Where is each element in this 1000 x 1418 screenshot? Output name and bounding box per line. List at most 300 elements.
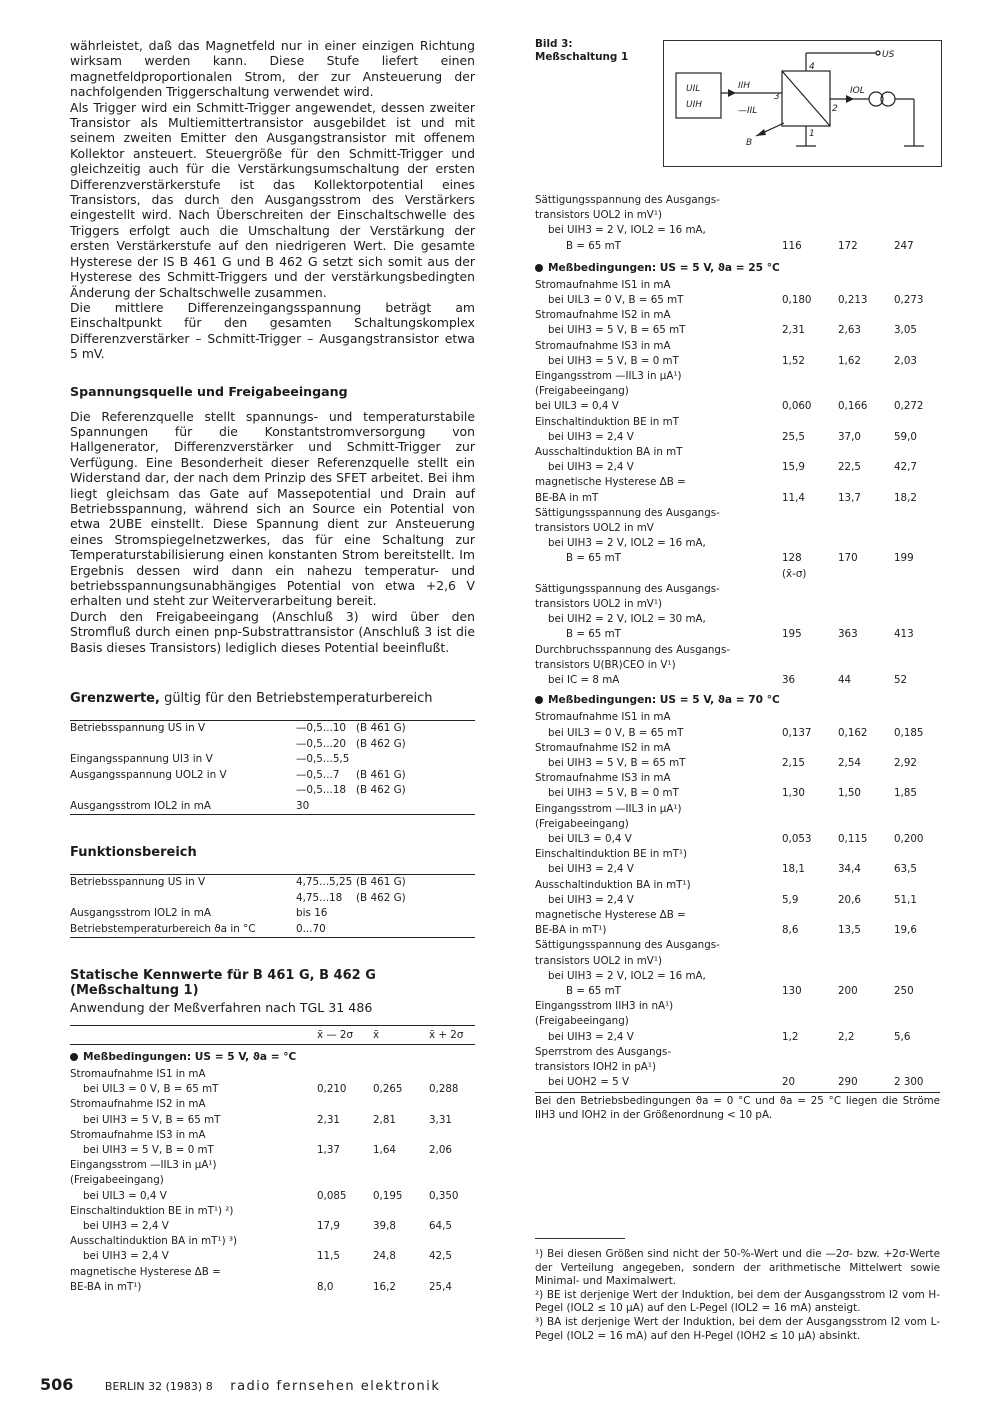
item-value [782, 817, 838, 832]
bullet-icon [70, 1053, 78, 1061]
item-value [894, 969, 940, 984]
list-item [535, 369, 940, 384]
item-value: 2,31 [317, 1113, 340, 1126]
list-item [70, 1249, 475, 1264]
item-value [782, 308, 838, 323]
item-value: 63,5 [894, 863, 917, 876]
table-row [70, 783, 475, 799]
item-value [894, 1014, 940, 1029]
list-item [535, 223, 940, 238]
item-value: 3,05 [894, 324, 917, 337]
item-value: 2,2 [838, 1030, 855, 1043]
saturation-block [535, 193, 940, 254]
list-item [70, 1234, 475, 1249]
item-value: 0,085 [317, 1189, 347, 1202]
grenzwerte-title: Grenzwerte, gültig für den Betriebstemperaturbereich [70, 691, 433, 707]
item-value [894, 817, 940, 832]
list-item [70, 1143, 475, 1158]
item-value [838, 308, 894, 323]
block-25c [535, 278, 940, 688]
item-label: Stromaufnahme IS1 in mA [70, 1068, 206, 1081]
item-value: 13,7 [838, 491, 861, 504]
list-item [535, 475, 940, 490]
list-item [535, 1075, 940, 1090]
table-row [70, 875, 475, 891]
kennwerte-title: Statische Kennwerte für B 461 G, B 462 G (Meßschaltung 1) [70, 968, 376, 999]
kennwerte-section [70, 968, 475, 1295]
item-value: 0,213 [838, 294, 868, 307]
item-value: 2,54 [838, 756, 861, 769]
table-cell [356, 799, 475, 815]
item-value [782, 536, 838, 551]
item-value: 20 [782, 1076, 796, 1089]
table-row [70, 737, 475, 753]
item-label: bei UIH3 = 5 V, B = 0 mT [548, 787, 679, 800]
item-value [838, 597, 894, 612]
item-label: magnetische Hysterese ΔB = [535, 476, 686, 489]
paragraph: Die Referenzquelle stellt spannungs- und temperaturstabile Spannungen für die Konstantstromversorgung von Hallgenerator, Differenzverstärker und Schmitt-Trigger zur Verfügung. Eine Besonderheit dieser Referenzquelle stellt ein Widerstand dar, der nach dem Prinzip des SFET arbeitet. Bei ihm liegt gleichsam das Gate auf Massepotential und Drain auf Betriebsspannung, während sich an Source ein Potential von etwa 2UBE einstellt. Diese Spannung dient zur Ansteuerung eines Stromspiegelnetzwerkes, das für eine Schaltung zur Temperaturstabilisierung einen konstanten Strom bereitstellt. Im Ergebnis dessen wird dann ein nahezu temperatur- und betriebsspannungsunabhängiges Potential von etwa +2,6 V erhalten und steht zur Weiterverarbeitung bereit. [70, 408, 475, 609]
item-label: bei UIL3 = 0,4 V [535, 400, 619, 413]
item-value [317, 1265, 373, 1280]
item-value [838, 369, 894, 384]
funktionsbereich-section [70, 845, 475, 938]
item-label: Sättigungsspannung des Ausgangs- [535, 939, 720, 952]
item-value [838, 384, 894, 399]
item-label: Stromaufnahme IS2 in mA [535, 741, 671, 754]
item-value [894, 582, 940, 597]
paragraph: währleistet, daß das Magnetfeld nur in einer einzigen Richtung wirksam werden kann. Diese Stufe liefert einen magnetfeldproportionalen Strom, der zur Ansteuerung der nachfolgenden Triggerschaltung verwendet wird. [70, 38, 475, 100]
item-value [838, 643, 894, 658]
item-value: 18,1 [782, 863, 805, 876]
item-value [894, 597, 940, 612]
item-value [894, 908, 940, 923]
table-cell [70, 783, 296, 799]
item-value [894, 643, 940, 658]
item-value [782, 771, 838, 786]
page-number: 506 [40, 1375, 74, 1394]
item-value: 130 [782, 984, 802, 997]
list-item [535, 710, 940, 725]
item-label: bei UIH3 = 5 V, B = 65 mT [548, 324, 686, 337]
item-value [782, 582, 838, 597]
item-value [317, 1234, 373, 1249]
paragraph: Als Trigger wird ein Schmitt-Trigger angewendet, dessen zweiter Transistor als Multiemittertransistor ausgebildet ist und mit seinem zweiten Emitter den Ausgangstransistor mit offenem Kollektor ansteuert. Steuergröße für den Schmitt-Trigger und gleichzeitig auch für die Verstärkungsumschaltung der ersten Differenzverstärkerstufe ist das Kollektorpotential eines Transistors, das durch den Ausgangsstrom des Verstärkers eingestellt wird. Nach Überschreiten der Einschaltschwelle des Triggers erfolgt auch die Umschaltung der Verstärkung der ersten Verstärkerstufe auf den niedrigeren Wert. Die gesamte Hysterese der IS B 461 G und B 462 G setzt sich somit aus der Hysterese des Schmitt-Triggers und der verstärkungsbedingten Änderung der Schaltschwelle zusammen. [70, 99, 475, 300]
table-cell [70, 737, 296, 753]
item-label: Eingangsstrom —IIL3 in µA¹) [535, 802, 682, 815]
table-cell: Betriebstemperaturbereich ϑa in °C [70, 922, 256, 935]
item-value: 1,2 [782, 1030, 799, 1043]
list-item [535, 536, 940, 551]
list-item [535, 954, 940, 969]
item-value: 18,2 [894, 491, 917, 504]
item-label: Durchbruchsspannung des Ausgangs- [535, 643, 731, 656]
item-label: transistors U(BR)CEO in V¹) [535, 658, 676, 671]
list-item [70, 1113, 475, 1128]
item-value [838, 1014, 894, 1029]
item-value: 2,31 [782, 324, 805, 337]
item-value: 19,6 [894, 924, 917, 937]
item-value: 2 300 [894, 1076, 924, 1089]
item-label: bei UIH3 = 2 V, IOL2 = 16 mA, [548, 969, 706, 982]
item-value: 0,273 [894, 294, 924, 307]
table-row [70, 752, 475, 768]
item-value [429, 1128, 475, 1143]
item-label: bei UIH3 = 2,4 V [548, 893, 634, 906]
list-item [535, 627, 940, 642]
item-value: 1,30 [782, 787, 805, 800]
item-label: Stromaufnahme IS3 in mA [535, 339, 671, 352]
item-value: 37,0 [838, 430, 861, 443]
journal-name: radio fernsehen elektronik [230, 1379, 441, 1394]
list-item [535, 969, 940, 984]
item-value: 36 [782, 674, 796, 687]
item-value [894, 658, 940, 673]
list-item [535, 445, 940, 460]
item-value [782, 908, 838, 923]
table-cell: —0,5...10 [296, 722, 347, 735]
item-value [317, 1204, 373, 1219]
table-cell: (B 462 G) [356, 784, 406, 797]
table-cell: 4,75...18 [296, 891, 343, 904]
item-value: 247 [894, 239, 914, 252]
list-item [535, 567, 940, 582]
footnote-divider [535, 1238, 625, 1239]
table-cell: —0,5...7 [296, 768, 340, 781]
item-value [894, 475, 940, 490]
item-label: Eingangsstrom —IIL3 in µA¹) [70, 1159, 217, 1172]
list-item [535, 1030, 940, 1045]
item-value: 3,31 [429, 1113, 452, 1126]
list-item [535, 908, 940, 923]
item-value: 290 [838, 1076, 858, 1089]
item-value [782, 475, 838, 490]
condition-70: Meßbedingungen: US = 5 V, ϑa = 70 °C [535, 694, 940, 706]
item-value: 0,137 [782, 726, 812, 739]
item-value: 64,5 [429, 1220, 452, 1233]
list-item [535, 893, 940, 908]
list-item [535, 491, 940, 506]
list-item [70, 1189, 475, 1204]
circuit-svg [664, 41, 941, 166]
item-value: 1,85 [894, 787, 917, 800]
item-value: 20,6 [838, 893, 861, 906]
iil-label: —IIL [738, 106, 758, 116]
item-value [782, 847, 838, 862]
item-label: B = 65 mT [566, 984, 621, 997]
paragraph: Durch den Freigabeeingang (Anschluß 3) wird über den Stromfluß durch einen pnp-Substrattransistor (Anschluß 3 ist die Basis dieses Transistors) lediglich dieses Potential beeinflußt. [70, 608, 475, 655]
item-value [317, 1097, 373, 1112]
list-item [535, 399, 940, 414]
item-value: 2,03 [894, 354, 917, 367]
item-value [838, 567, 894, 582]
item-value [782, 506, 838, 521]
item-value: 0,200 [894, 832, 924, 845]
grenzwerte-section [70, 691, 475, 815]
item-label: magnetische Hysterese ΔB = [535, 908, 686, 921]
item-value: 0,272 [894, 400, 924, 413]
item-label: bei UIH3 = 2 V, IOL2 = 16 mA, [548, 224, 706, 237]
item-value: 128 [782, 552, 802, 565]
list-item [535, 339, 940, 354]
item-label: Sättigungsspannung des Ausgangs- [535, 506, 720, 519]
pin2-label: 2 [832, 104, 838, 114]
item-value [838, 445, 894, 460]
item-label: bei UIH3 = 2,4 V [83, 1250, 169, 1263]
item-value: 52 [894, 674, 908, 687]
item-label: Einschaltinduktion BE in mT [535, 415, 679, 428]
item-value [894, 710, 940, 725]
item-value [373, 1204, 429, 1219]
list-item [535, 354, 940, 369]
footnote: ¹) Bei diesen Größen sind nicht der 50-%-Wert und die —2σ- bzw. +2σ-Werte der Verteilung angegeben, sondern der arithmetische Mittelwert sowie Minimal- und Maximalwert. [535, 1248, 940, 1288]
list-item [535, 658, 940, 673]
item-label: bei UIH3 = 5 V, B = 65 mT [548, 756, 686, 769]
list-item [535, 582, 940, 597]
item-label [535, 567, 782, 582]
item-value [894, 567, 940, 582]
item-value [838, 1060, 894, 1075]
uih-label: UIH [686, 100, 703, 110]
item-value [317, 1128, 373, 1143]
item-value [838, 1045, 894, 1060]
intro-text [70, 38, 475, 362]
measurement-condition: Meßbedingungen: US = 5 V, ϑa = °C [70, 1051, 475, 1063]
item-value [894, 1045, 940, 1060]
item-label: transistors IOH2 in pA¹) [535, 1060, 656, 1073]
item-value: 0,060 [782, 400, 812, 413]
item-value [782, 597, 838, 612]
table-cell: —0,5...20 [296, 737, 347, 750]
item-label: Stromaufnahme IS1 in mA [535, 278, 671, 291]
item-value [782, 612, 838, 627]
item-value: 200 [838, 984, 858, 997]
item-value: 8,6 [782, 924, 799, 937]
list-item [535, 415, 940, 430]
table-cell [356, 752, 475, 768]
list-item [535, 817, 940, 832]
item-value [838, 847, 894, 862]
list-item [535, 878, 940, 893]
item-label: transistors UOL2 in mV [535, 522, 654, 535]
item-value [782, 954, 838, 969]
list-item [535, 597, 940, 612]
iol-label: IOL [850, 86, 865, 96]
table-cell: Betriebsspannung US in V [70, 876, 206, 889]
item-value: 34,4 [838, 863, 861, 876]
item-value [373, 1067, 429, 1082]
item-value [838, 582, 894, 597]
issue-info: BERLIN 32 (1983) 8 [104, 1380, 213, 1393]
item-value: 51,1 [894, 893, 917, 906]
pin1-label: 1 [809, 129, 815, 139]
item-label: bei UIH3 = 5 V, B = 0 mT [83, 1144, 214, 1157]
table-cell: Ausgangsstrom IOL2 in mA [70, 907, 211, 920]
item-value [894, 1060, 940, 1075]
item-label: Stromaufnahme IS3 in mA [70, 1128, 206, 1141]
list-item [535, 984, 940, 999]
item-value: 0,053 [782, 832, 812, 845]
item-label: bei IC = 8 mA [548, 674, 620, 687]
list-item [535, 1045, 940, 1060]
table-row [70, 721, 475, 737]
item-value [782, 415, 838, 430]
table-cell: 30 [296, 799, 310, 812]
list-item [535, 1014, 940, 1029]
table-cell: 0...70 [296, 922, 326, 935]
list-item [535, 786, 940, 801]
item-value [782, 741, 838, 756]
item-value [894, 445, 940, 460]
item-label: bei UIL3 = 0 V, B = 65 mT [548, 726, 684, 739]
table-cell: —0,5...18 [296, 784, 347, 797]
bullet-icon [535, 264, 543, 272]
item-label: B = 65 mT [566, 552, 621, 565]
item-value [894, 938, 940, 953]
footnote: ³) BA ist derjenige Wert der Induktion, bei dem der Ausgangsstrom I2 vom L-Pegel (IOL2 = 16 mA) auf den H-Pegel (IOH2 ≤ 10 µA) absinkt. [535, 1315, 940, 1342]
item-value: 13,5 [838, 924, 861, 937]
table-cell [70, 891, 296, 907]
table-cell [356, 922, 475, 938]
item-value [429, 1067, 475, 1082]
item-value: 2,06 [429, 1144, 452, 1157]
item-value: 116 [782, 239, 802, 252]
list-item [535, 756, 940, 771]
item-value [429, 1234, 475, 1249]
footnotes [535, 1248, 940, 1343]
item-value [838, 817, 894, 832]
list-item [535, 278, 940, 293]
item-value: 25,5 [782, 430, 805, 443]
item-label: Ausschaltinduktion BA in mT¹) ³) [70, 1235, 238, 1248]
item-value [838, 506, 894, 521]
table-cell: (B 461 G) [356, 722, 406, 735]
list-item [535, 771, 940, 786]
item-value: 1,52 [782, 354, 805, 367]
item-value [782, 710, 838, 725]
item-value: 0,180 [782, 294, 812, 307]
item-value [838, 802, 894, 817]
item-value: 0,115 [838, 832, 868, 845]
item-value: 1,62 [838, 354, 861, 367]
item-label: bei UIH3 = 5 V, B = 0 mT [548, 354, 679, 367]
table-cell: 4,75...5,25 [296, 876, 353, 889]
footnote: ²) BE ist derjenige Wert der Induktion, bei dem der Ausgangsstrom I2 vom H-Pegel (IOL2 ≤ 10 µA) auf den L-Pegel (IOL2 = 16 mA) ansteigt. [535, 1288, 940, 1315]
item-value [894, 278, 940, 293]
condition-25: Meßbedingungen: US = 5 V, ϑa = 25 °C [535, 262, 940, 274]
item-value [894, 954, 940, 969]
list-item [70, 1082, 475, 1097]
item-value [782, 643, 838, 658]
item-value [894, 878, 940, 893]
item-label: (Freigabeeingang) [535, 1015, 629, 1028]
item-value: 2,81 [373, 1113, 396, 1126]
list-item [535, 847, 940, 862]
item-value: 363 [838, 628, 858, 641]
grenzwerte-table [70, 720, 475, 815]
item-label: BE-BA in mT¹) [535, 924, 607, 937]
list-item [535, 938, 940, 953]
item-value [782, 445, 838, 460]
table-cell: (B 461 G) [356, 768, 406, 781]
page-footer [40, 1375, 540, 1394]
item-value [894, 802, 940, 817]
pin4-label: 4 [809, 62, 815, 72]
item-label: Ausschaltinduktion BA in mT [535, 446, 683, 459]
table-cell: Ausgangsspannung UOL2 in V [70, 768, 227, 781]
list-item [535, 430, 940, 445]
item-value [894, 771, 940, 786]
item-value [894, 521, 940, 536]
item-value [894, 208, 940, 223]
item-value: 22,5 [838, 461, 861, 474]
right-column [535, 193, 940, 1122]
item-value [894, 223, 940, 238]
item-value [782, 384, 838, 399]
item-value: 170 [838, 552, 858, 565]
item-value: 413 [894, 628, 914, 641]
item-value [429, 1173, 475, 1188]
list-item [535, 208, 940, 223]
item-value [782, 969, 838, 984]
list-item [535, 308, 940, 323]
item-value [838, 339, 894, 354]
item-value [782, 278, 838, 293]
section-heading: Spannungsquelle und Freigabeeingang [70, 383, 348, 399]
item-value [894, 384, 940, 399]
item-value [838, 969, 894, 984]
item-value [894, 415, 940, 430]
item-value [429, 1204, 475, 1219]
section-text [70, 409, 475, 656]
item-value: 2,15 [782, 756, 805, 769]
table-cell [356, 906, 475, 922]
item-value [894, 536, 940, 551]
item-label: magnetische Hysterese ΔB = [70, 1265, 221, 1278]
item-value [782, 521, 838, 536]
list-item [535, 612, 940, 627]
item-value [838, 612, 894, 627]
b-label: B [746, 138, 753, 148]
list-item [535, 506, 940, 521]
item-value: 0,210 [317, 1083, 347, 1096]
list-item [70, 1158, 475, 1173]
item-value [838, 536, 894, 551]
list-item [70, 1097, 475, 1112]
item-value [429, 1265, 475, 1280]
item-value [838, 475, 894, 490]
item-value: 1,64 [373, 1144, 396, 1157]
block-70c [535, 710, 940, 1090]
table-cell: (B 462 G) [356, 737, 406, 750]
item-value: 42,5 [429, 1250, 452, 1263]
item-value [782, 938, 838, 953]
kennwerte-rows [70, 1067, 475, 1295]
list-item [535, 293, 940, 308]
item-label: (Freigabeeingang) [535, 385, 629, 398]
item-label: bei UIH3 = 2,4 V [83, 1220, 169, 1233]
item-label: (Freigabeeingang) [70, 1174, 164, 1187]
item-value [894, 612, 940, 627]
item-value [373, 1097, 429, 1112]
item-value [838, 208, 894, 223]
item-value: 0,350 [429, 1189, 459, 1202]
item-value: 2,92 [894, 756, 917, 769]
item-label: bei UIL3 = 0,4 V [548, 832, 632, 845]
item-value [838, 999, 894, 1014]
item-value [373, 1158, 429, 1173]
item-value [894, 999, 940, 1014]
signal-source-box [676, 73, 721, 118]
